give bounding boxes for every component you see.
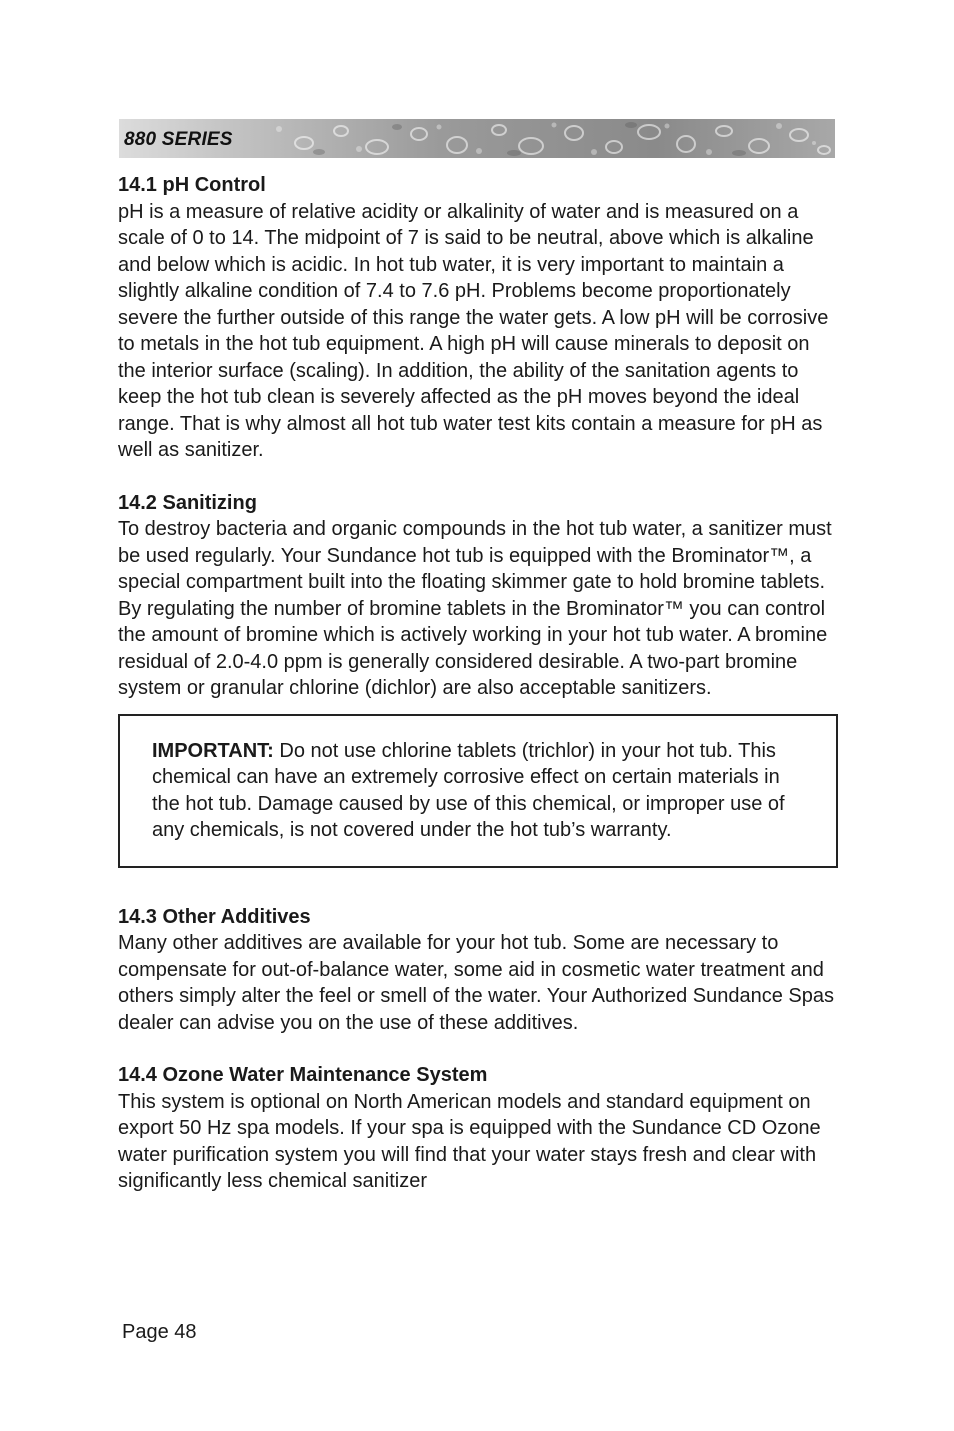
section-ozone-system <box>118 1062 838 1195</box>
important-notice-box <box>118 714 838 868</box>
notice-body: Do not use chlorine tablets (trichlor) in your hot tub. This chemical can have an extremely corrosive effect on certain materials in the hot tub. Damage caused by use of this chemical, or improper use of any chemicals, is not covered under the hot tub’s warranty. <box>152 739 785 841</box>
section-sanitizing <box>118 490 838 702</box>
section-heading: 14.1 pH Control <box>118 174 266 196</box>
series-banner <box>119 119 835 158</box>
section-ph-control <box>118 172 838 464</box>
section-body: pH is a measure of relative acidity or alkalinity of water and is measured on a scale of 0 to 14. The midpoint of 7 is said to be neutral, above which is alkaline and below which is acidic. In hot tub water, it is very important to maintain a slightly alkaline condition of 7.4 to 7.6 pH. Problems become proportionately severe the further outside of this range the water gets. A low pH will be corrosive to metals in the hot tub equipment. A high pH will cause minerals to deposit on the interior surface (scaling). In addition, the ability of the sanitation agents to keep the hot tub clean is severely affected as the pH moves beyond the ideal range. That is why almost all hot tub water test kits contain a measure for pH as well as sanitizer. <box>118 200 829 461</box>
series-title: 880 SERIES <box>124 129 233 150</box>
section-other-additives <box>118 904 838 1037</box>
notice-label: IMPORTANT: <box>152 739 274 762</box>
section-heading: 14.4 Ozone Water Maintenance System <box>118 1064 488 1086</box>
section-body: Many other additives are available for your hot tub. Some are necessary to compensate for out-of-balance water, some aid in cosmetic water treatment and others simply alter the feel or smell of the water. Your Authorized Sundance Spas dealer can advise you on the use of these additives. <box>118 932 834 1034</box>
section-heading: 14.2 Sanitizing <box>118 491 257 514</box>
page-content <box>118 172 838 1221</box>
section-body: This system is optional on North American models and standard equipment on export 50 Hz spa models. If your spa is equipped with the Sundance CD Ozone water purification system you will find that your water stays fresh and clear with significantly less chemical sanitizer <box>118 1090 821 1192</box>
section-heading: 14.3 Other Additives <box>118 905 311 928</box>
notice-text <box>152 738 802 844</box>
page-number: Page 48 <box>122 1321 197 1343</box>
section-body: To destroy bacteria and organic compounds in the hot tub water, a sanitizer must be used regularly. Your Sundance hot tub is equipped with the Brominator™, a special compartment built into the floating skimmer gate to hold bromine tablets. By regulating the number of bromine tablets in the Brominator™ you can control the amount of bromine which is actively working in your hot tub water. A bromine residual of 2.0-4.0 ppm is generally considered desirable. A two-part bromine system or granular chlorine (dichlor) are also acceptable sanitizers. <box>118 518 832 699</box>
